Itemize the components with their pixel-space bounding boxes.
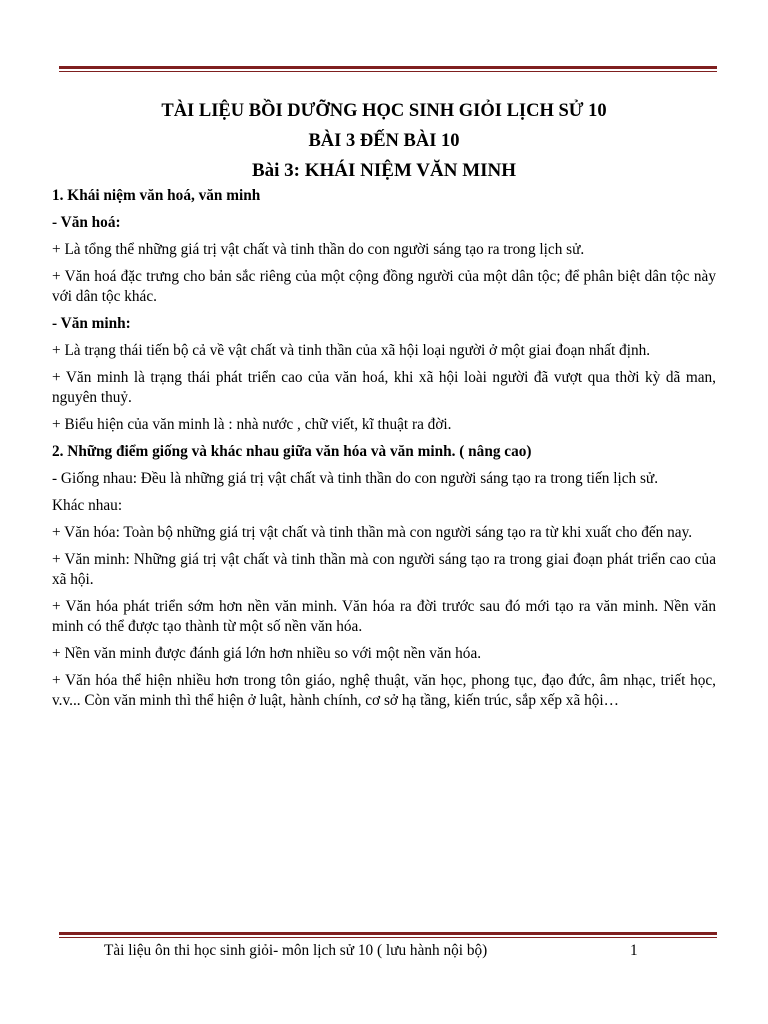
footer-rule-thin bbox=[59, 937, 717, 938]
footer-text: Tài liệu ôn thi học sinh giỏi- môn lịch sử 10 ( lưu hành nội bộ) bbox=[104, 942, 488, 959]
difference-paragraph-5: + Văn hóa thể hiện nhiều hơn trong tôn giáo, nghệ thuật, văn học, phong tục, đạo đức, âm nhạc, triết học, v.v... Còn văn minh thì thể hiện ở luật, hành chính, cơ sở hạ tầng, kiến trúc, sắp xếp xã hội… bbox=[52, 672, 716, 709]
difference-paragraph-3: + Văn hóa phát triển sớm hơn nền văn minh. Văn hóa ra đời trước sau đó mới tạo ra văn minh. Nền văn minh có thể được tạo thành từ một số nền văn hóa. bbox=[52, 598, 716, 635]
document-body bbox=[52, 186, 716, 718]
footer-rule bbox=[59, 932, 717, 938]
civilization-paragraph-2: + Văn minh là trạng thái phát triển cao của văn hoá, khi xã hội loài người đã vượt qua thời kỳ dã man, nguyên thuỷ. bbox=[52, 369, 716, 406]
lesson-title: Bài 3: KHÁI NIỆM VĂN MINH bbox=[251, 160, 517, 181]
culture-paragraph-1: + Là tổng thể những giá trị vật chất và tinh thần do con người sáng tạo ra trong lịch sử. bbox=[52, 241, 585, 258]
document-header bbox=[52, 96, 716, 186]
culture-subheading: - Văn hoá: bbox=[52, 214, 121, 231]
document-subtitle: BÀI 3 ĐẾN BÀI 10 bbox=[308, 131, 460, 151]
difference-label: Khác nhau: bbox=[52, 497, 123, 514]
header-rule-thin bbox=[59, 71, 717, 72]
civilization-paragraph-3: + Biểu hiện của văn minh là : nhà nước , chữ viết, kĩ thuật ra đời. bbox=[52, 416, 452, 433]
difference-paragraph-4: + Nền văn minh được đánh giá lớn hơn nhiều so với một nền văn hóa. bbox=[52, 645, 482, 662]
page-number: 1 bbox=[630, 942, 638, 959]
section-heading-1: 1. Khái niệm văn hoá, văn minh bbox=[52, 187, 261, 204]
difference-paragraph-2: + Văn minh: Những giá trị vật chất và tinh thần mà con người sáng tạo ra trong giai đoạn phát triển cao của xã hội. bbox=[52, 551, 716, 588]
header-rule bbox=[59, 66, 717, 72]
culture-paragraph-2: + Văn hoá đặc trưng cho bản sắc riêng của một cộng đồng người của một dân tộc; để phân biệt dân tộc này với dân tộc khác. bbox=[52, 268, 716, 305]
difference-paragraph-1: + Văn hóa: Toàn bộ những giá trị vật chất và tinh thần mà con người sáng tạo ra từ khi xuất cho đến nay. bbox=[52, 524, 693, 541]
similarity-paragraph: - Giống nhau: Đều là những giá trị vật chất và tinh thần do con người sáng tạo ra trong tiến lịch sử. bbox=[52, 470, 659, 487]
footer-rule-thick bbox=[59, 932, 717, 935]
section-heading-2: 2. Những điểm giống và khác nhau giữa văn hóa và văn minh. ( nâng cao) bbox=[52, 443, 532, 460]
civilization-subheading: - Văn minh: bbox=[52, 315, 131, 332]
document-title: TÀI LIỆU BỒI DƯỠNG HỌC SINH GIỎI LỊCH SỬ 10 bbox=[161, 101, 607, 121]
civilization-paragraph-1: + Là trạng thái tiến bộ cả về vật chất và tinh thần của xã hội loại người ở một giai đoạn nhất định. bbox=[52, 342, 651, 359]
header-rule-thick bbox=[59, 66, 717, 69]
